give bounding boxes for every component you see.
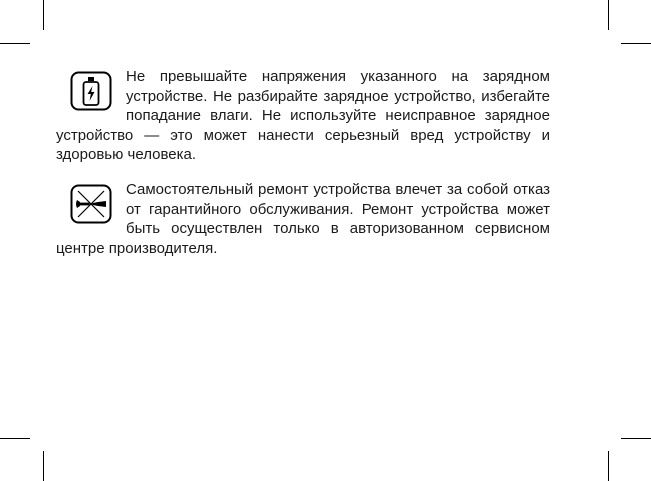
warning-block-charger bbox=[56, 67, 550, 165]
no-repair-tools-icon bbox=[70, 184, 112, 224]
crop-mark-bottom-left-vertical bbox=[43, 451, 44, 481]
warning-text-charger: Не превышайте напряжения указанного на зарядном устройстве. Не разбирайте зарядное устройство, избегайте попадание влаги. Не используйте неисправное зарядное устройство — это может нанести серьезный вред устройству и здоровью человека. bbox=[56, 68, 550, 163]
warning-block-repair bbox=[56, 180, 550, 258]
crop-mark-top-left-horizontal bbox=[0, 43, 30, 44]
battery-charger-icon bbox=[70, 71, 112, 111]
crop-mark-bottom-left-horizontal bbox=[0, 438, 30, 439]
crop-mark-top-left-vertical bbox=[43, 0, 44, 30]
crop-mark-top-right-horizontal bbox=[621, 43, 651, 44]
crop-mark-bottom-right-vertical bbox=[608, 451, 609, 481]
crop-mark-top-right-vertical bbox=[608, 0, 609, 30]
crop-mark-bottom-right-horizontal bbox=[621, 438, 651, 439]
warning-text-repair: Самостоятельный ремонт устройства влечет за собой отказ от гарантийного обслуживания. Ремонт устройства может быть осуществлен только в авторизованном сервисном центре производителя. bbox=[56, 181, 550, 257]
